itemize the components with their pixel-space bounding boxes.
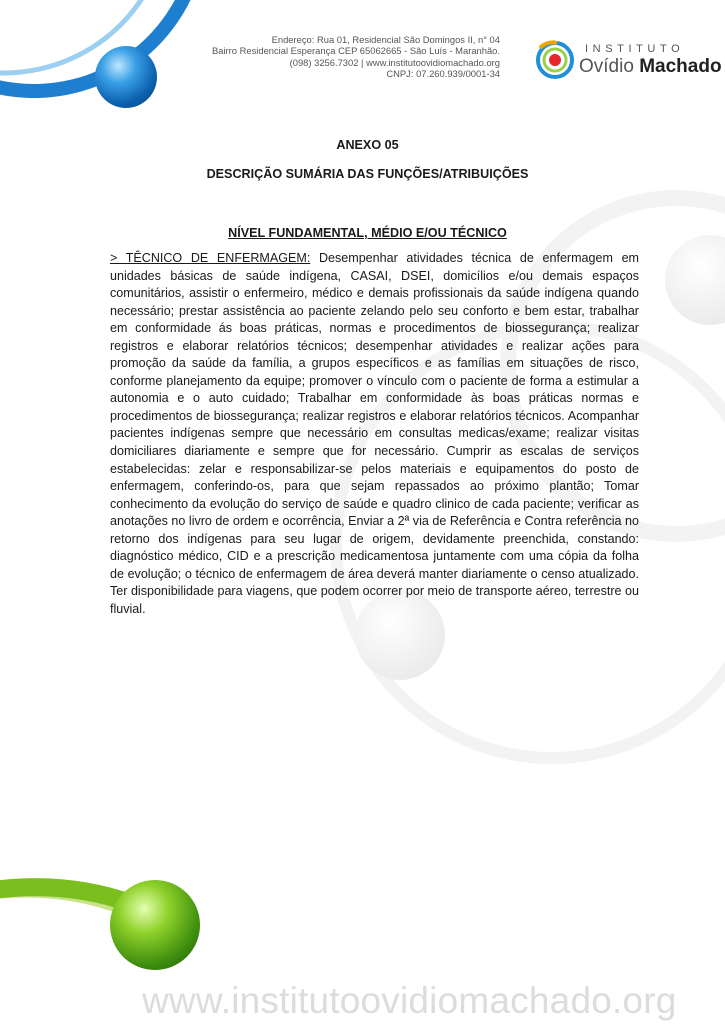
level-heading: NÍVEL FUNDAMENTAL, MÉDIO E/OU TÉCNICO [228, 226, 507, 240]
institute-logo [535, 38, 722, 84]
role-label: > TÊCNICO DE ENFERMAGEM: [110, 251, 311, 265]
logo-name [579, 56, 722, 78]
address-line: CNPJ: 07.260.939/0001-34 [386, 68, 500, 80]
logo-instituto-text: INSTITUTO [585, 43, 685, 55]
address-line: Bairro Residencial Esperança CEP 65062665 - São Luís - Maranhão. [211, 45, 500, 57]
logo-name-second: Machado [639, 56, 722, 77]
document-heading: DESCRIÇÃO SUMÁRIA DAS FUNÇÕES/ATRIBUIÇÕES [206, 167, 529, 181]
logo-mark-icon [535, 40, 575, 80]
address-line: Endereço: Rua 01, Residencial São Domingos II, n° 04 [271, 34, 500, 45]
role-description [110, 250, 639, 618]
address-line: (098) 3256.7302 | www.institutoovidiomachado.org [289, 56, 500, 68]
annex-title: ANEXO 05 [336, 138, 399, 152]
role-text: Desempenhar atividades técnica de enfermagem em unidades básicas de saúde indígena, CASAI, DSEI, domicílios e/ou demais espaços comunitários, assistir o enfermeiro, médico e demais profissionais da saúde indígena quando necessário; prestar assistência ao paciente zelando pelo seu conforto e bem estar, trabalhar em conformidade ás boas práticas, normas e procedimentos de biossegurança; realizar registros e elaborar relatórios técnicos; desempenhar atividades e realizar ações para promoção da saúde da família, a grupos específicos e as famílias em situações de risco, conforme planejamento da equipe; promover o vínculo com o paciente de forma a estimular a autonomia e o auto cuidado; Trabalhar em conformidade às boas práticas normas e procedimentos de biossegurança; realizar registros e elaborar relatórios técnicos. Acompanhar pacientes indígenas sempre que necessário em consultas medicas/exame; realizar visitas domiciliares diariamente e sempre que for necessário. Cumprir as escalas de serviços estabelecidas: zelar e responsabilizar-se pelos materiais e equipamentos do posto de enfermagem, conferindo-os, para que sejam repassados ao próximo plantão; Tomar conhecimento da evolução do serviço de saúde e quadro clinico de cada paciente; verificar as anotações no livro de ordem e ocorrência, Enviar a 2ª via de Referência e Contra referência no retorno dos indígenas para seu lugar de origem, devidamente preenchida, constando: diagnóstico médico, CID e a prescrição medicamentosa juntamente com uma cópia da folha de evolução; o técnico de enfermagem de área deverá manter diariamente o censo atualizado. Ter disponibilidade para viagens, que podem ocorrer por meio de transporte aéreo, terrestre ou fluvial. [110, 251, 639, 616]
green-sphere-decoration [110, 880, 200, 970]
logo-name-first: Ovídio [579, 56, 634, 77]
footer-website-watermark: www.institutoovidiomachado.org [142, 980, 677, 1021]
header-address [190, 34, 500, 80]
blue-sphere-decoration [95, 46, 157, 108]
